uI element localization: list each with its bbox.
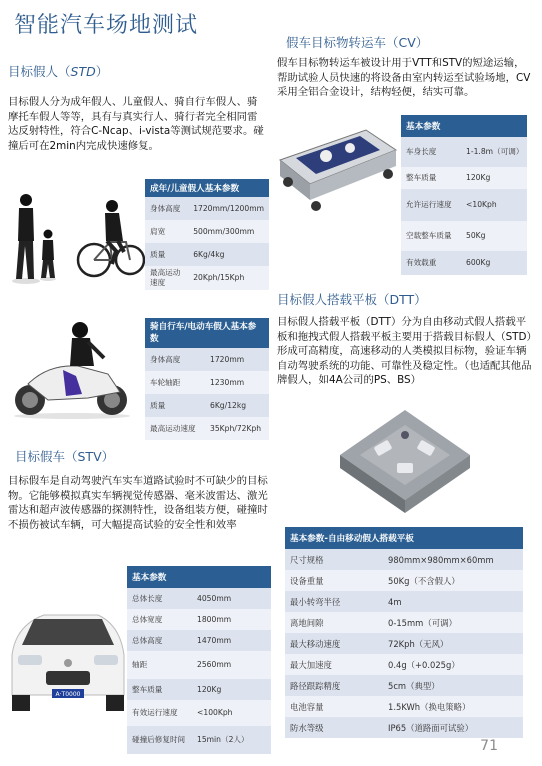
table-cell: 35Kph/72Kph [205, 417, 269, 440]
cv-paragraph: 假车目标物转运车被设计用于VTT和STV的短途运输，帮助试验人员快速的将设备由室内转运至试验场地，CV采用全铝合金设计，结构轻便，结实可靠。 [277, 57, 531, 99]
table-cell: 最高运动速度 [145, 417, 205, 440]
motorcycle-dummy-image [8, 320, 136, 420]
table-cell: 50Kg（不含假人） [383, 570, 523, 591]
cv-params-table [401, 115, 527, 275]
table-cell: 车轮轴距 [145, 371, 205, 394]
table-cell: 防水等级 [285, 717, 383, 738]
std-adult-params-table [145, 179, 269, 290]
table-cell: 0.4g（+0.025g） [383, 654, 523, 675]
table-cell: 总体高度 [127, 630, 192, 651]
table-cell: 5cm（典型） [383, 675, 523, 696]
std-title-prefix: 目标假人（ [8, 64, 71, 79]
table-cell: 2560mm [192, 651, 271, 679]
table-cell: 质量 [145, 394, 205, 417]
table-header: 成年/儿童假人基本参数 [145, 179, 269, 197]
table-cell: 整车质量 [401, 167, 461, 189]
std-section-title [8, 62, 108, 80]
table-cell: 碰撞后修复时间 [127, 726, 192, 754]
cv-section-title: 假车目标物转运车（CV） [286, 35, 429, 50]
dtt-params-table [285, 527, 523, 738]
table-cell: 整车质量 [127, 679, 192, 700]
std-rider-params-table [145, 318, 269, 440]
page-title: 智能汽车场地测试 [14, 13, 199, 38]
table-cell: 1230mm [205, 371, 269, 394]
stv-params-table [127, 566, 271, 754]
page-number: 71 [480, 738, 498, 754]
table-cell: 72Kph（无风） [383, 633, 523, 654]
table-header: 基本参数 [127, 566, 271, 588]
table-cell: 轴距 [127, 651, 192, 679]
table-cell: 离地间隙 [285, 612, 383, 633]
table-cell: 总体长度 [127, 588, 192, 609]
table-cell: 980mm×980mm×60mm [383, 549, 523, 570]
table-cell: 1470mm [192, 630, 271, 651]
target-car-image [4, 585, 128, 715]
table-cell: 15min（2人） [192, 726, 271, 754]
table-cell: 身体高度 [145, 348, 205, 371]
table-cell: 1800mm [192, 609, 271, 630]
table-cell: 最高运动速度 [145, 266, 188, 290]
table-cell: <100Kph [192, 700, 271, 726]
transport-cart-image [276, 120, 400, 220]
table-cell: 120Kg [461, 167, 527, 189]
table-cell: 空载整车质量 [401, 221, 461, 251]
table-cell: 最小转弯半径 [285, 591, 383, 612]
table-header: 基本参数-自由移动假人搭载平板 [285, 527, 523, 549]
table-cell: 6Kg/4kg [188, 243, 269, 266]
table-cell: 600Kg [461, 251, 527, 275]
std-title-code: STD [70, 64, 96, 79]
stv-paragraph: 目标假车是自动驾驶汽车实车道路试验时不可缺少的目标物。它能够模拟真实车辆视觉传感器、毫米波雷达、激光雷达和超声波传感器的探测特性，设备组装方便，碰撞时不损伤被试车辆，可大幅提高试验的安全性和效率 [8, 475, 268, 531]
table-header: 骑自行车/电动车假人基本参数 [145, 318, 269, 348]
table-header: 基本参数 [401, 115, 527, 137]
table-cell: IP65（道路面可试验） [383, 717, 523, 738]
dtt-section-title: 目标假人搭载平板（DTT） [277, 292, 427, 307]
std-title-suffix: ） [95, 64, 109, 79]
table-cell: 最大加速度 [285, 654, 383, 675]
table-cell: 4050mm [192, 588, 271, 609]
std-paragraph: 目标假人分为成年假人、儿童假人、骑自行车假人、骑摩托车假人等等，具有与真实行人、骑行者完全相同雷达反射特性，符合C-Ncap、i-vista等测试规范要求。碰撞后可在2min内完成快速修复。 [8, 96, 264, 152]
table-cell: 肩宽 [145, 220, 188, 243]
license-plate: A·T0000 [55, 691, 81, 698]
table-cell: 1.5KWh（换电策略） [383, 696, 523, 717]
table-cell: 路径跟踪精度 [285, 675, 383, 696]
table-cell: 有效运行速度 [127, 700, 192, 726]
table-cell: 500mm/300mm [188, 220, 269, 243]
table-cell: 最大移动速度 [285, 633, 383, 654]
dtt-paragraph: 目标假人搭载平板（DTT）分为自由移动式假人搭载平板和拖拽式假人搭载平板主要用于搭载目标假人（STD）形成可高精度，高速移动的人类模拟目标物，验证车辆自动驾驶系统的功能、可靠性及稳定性。（也适配其他品牌假人，如4A公司的PS、BS） [277, 316, 532, 387]
table-cell: 质量 [145, 243, 188, 266]
table-cell: 身体高度 [145, 197, 188, 220]
table-cell: 50Kg [461, 221, 527, 251]
table-cell: 6Kg/12kg [205, 394, 269, 417]
table-cell: 120Kg [192, 679, 271, 700]
table-cell: 1-1.8m（可调） [461, 137, 527, 167]
table-cell: 有效载重 [401, 251, 461, 275]
table-cell: 总体宽度 [127, 609, 192, 630]
pedestrian-dummies-image [6, 186, 144, 286]
stv-section-title: 目标假车（STV） [15, 449, 115, 464]
table-cell: 尺寸规格 [285, 549, 383, 570]
table-cell: <10Kph [461, 189, 527, 221]
table-cell: 20Kph/15Kph [188, 266, 269, 290]
dummy-platform-image [330, 405, 480, 520]
table-cell: 1720mm/1200mm [188, 197, 269, 220]
table-cell: 车身长度 [401, 137, 461, 167]
table-cell: 电池容量 [285, 696, 383, 717]
table-cell: 0-15mm（可调） [383, 612, 523, 633]
table-cell: 4m [383, 591, 523, 612]
table-cell: 1720mm [205, 348, 269, 371]
table-cell: 设备重量 [285, 570, 383, 591]
table-cell: 允许运行速度 [401, 189, 461, 221]
